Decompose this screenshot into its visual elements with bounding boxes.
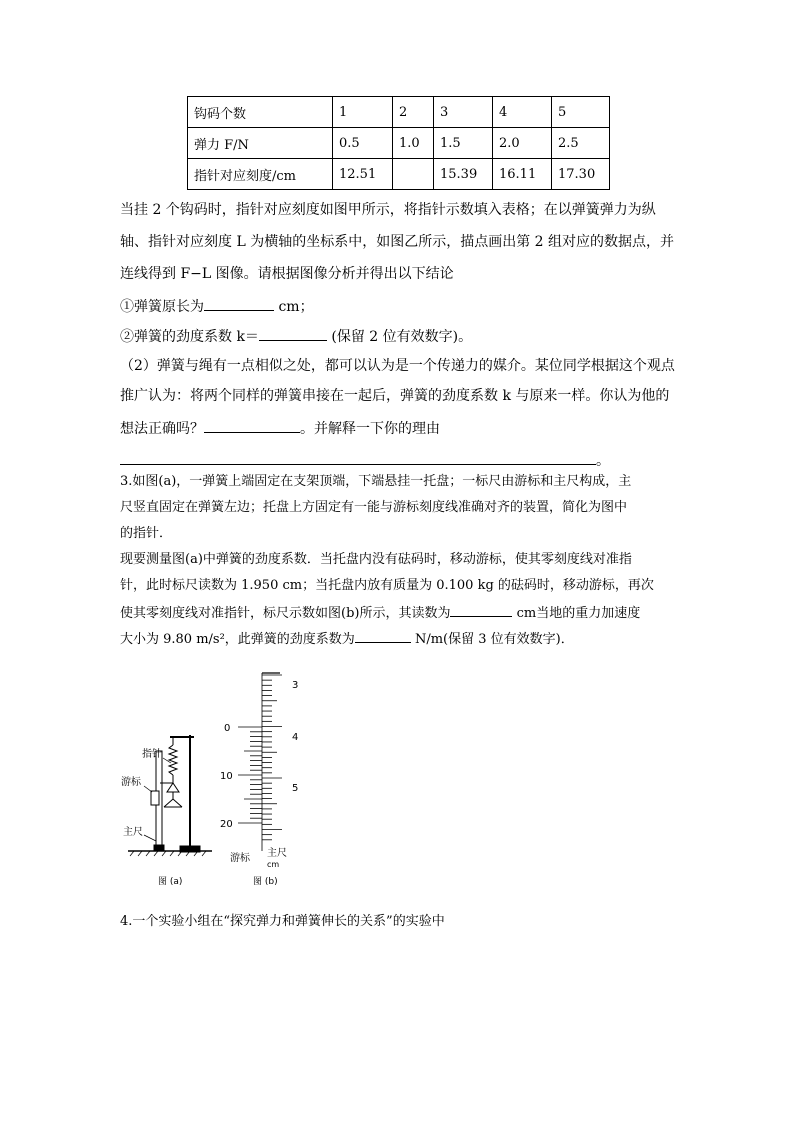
- table-row: [188, 97, 610, 128]
- answer-blank[interactable]: [204, 296, 274, 311]
- table-cell: 4: [493, 97, 552, 128]
- paragraph-line: 现要测量图(a)中弹簧的劲度系数．当托盘内没有砝码时，移动游标，使其零刻度线对准指: [120, 552, 632, 567]
- main-tick-label: 4: [292, 732, 299, 743]
- main-scale-name: 主尺: [267, 848, 287, 859]
- table-cell: 指针对应刻度/cm: [188, 159, 333, 190]
- table-cell: 2: [393, 97, 434, 128]
- caption-a: 图 (a): [158, 877, 183, 887]
- label-main-ruler: 主尺: [123, 827, 143, 838]
- question-line: [120, 296, 314, 317]
- question-text: 大小为 9.80 m/s²，此弹簧的劲度系数为: [120, 632, 355, 647]
- table-cell: 弹力 F/N: [188, 128, 333, 159]
- table-cell: 2.5: [552, 128, 610, 159]
- question-text: cm；: [274, 299, 314, 315]
- table-cell: 2.0: [493, 128, 552, 159]
- table-cell: 12.51: [333, 159, 393, 190]
- table-cell: 15.39: [434, 159, 493, 190]
- question-text: 使其零刻度线对准指针，标尺示数如图(b)所示，其读数为: [120, 606, 451, 621]
- table-cell: 3: [434, 97, 493, 128]
- table-row: [188, 159, 610, 190]
- vernier-tick-label: 0: [224, 723, 231, 734]
- question-text: ②弹簧的劲度系数 k＝: [120, 329, 259, 345]
- question-text: 想法正确吗？: [120, 421, 204, 437]
- table-cell: 17.30: [552, 159, 610, 190]
- paragraph-line: 针，此时标尺读数为 1.950 cm；当托盘内放有质量为 0.100 kg 的砝码时，移动游标，再次: [120, 578, 654, 593]
- main-scale-ticks: [262, 675, 282, 840]
- question-text: 。并解释一下你的理由: [300, 421, 440, 437]
- paragraph-line: 尺竖直固定在弹簧左边；托盘上方固定有一能与游标刻度线准确对齐的装置，简化为图中: [120, 500, 628, 515]
- answer-blank[interactable]: [204, 418, 300, 433]
- answer-blank[interactable]: [120, 450, 596, 465]
- table-cell: 0.5: [333, 128, 393, 159]
- question-text: N/m(保留 3 位有效数字)．: [410, 632, 574, 647]
- question-line: [120, 326, 472, 347]
- paragraph-line: 3.如图(a)，一弹簧上端固定在支架顶端，下端悬挂一托盘；一标尺由游标和主尺构成，主: [120, 474, 632, 489]
- main-tick-label: 3: [292, 680, 299, 691]
- figure-spring-vernier: [120, 665, 430, 895]
- paragraph-line: 轴、指针对应刻度 L 为横轴的坐标系中，如图乙所示，描点画出第 2 组对应的数据点，并: [120, 234, 675, 250]
- answer-blank[interactable]: [259, 326, 327, 341]
- label-vernier: 游标: [121, 777, 141, 788]
- table-cell: 1.5: [434, 128, 493, 159]
- table-cell-empty[interactable]: [393, 159, 434, 190]
- table-cell: 5: [552, 97, 610, 128]
- question-line: [120, 418, 440, 439]
- main-tick-label: 5: [292, 783, 299, 794]
- vernier-tick-label: 10: [220, 771, 233, 782]
- question-text: 。: [596, 453, 610, 469]
- question-text: ①弹簧原长为: [120, 299, 204, 315]
- question-line: [120, 450, 610, 471]
- vernier-tick-label: 20: [220, 819, 233, 830]
- table-row: [188, 128, 610, 159]
- vernier-scale: [238, 673, 282, 851]
- paragraph-line: 的指针．: [120, 526, 173, 541]
- question-line: [120, 602, 640, 624]
- table-cell: 1.0: [393, 128, 434, 159]
- caption-b: 图 (b): [253, 877, 278, 887]
- table-cell: 钩码个数: [188, 97, 333, 128]
- answer-blank[interactable]: [450, 602, 512, 617]
- paragraph-line: 推广认为：将两个同样的弹簧串接在一起后，弹簧的劲度系数 k 与原来一样。你认为他的: [120, 388, 670, 404]
- paragraph-line: 连线得到 F−L 图像。请根据图像分析并得出以下结论: [120, 266, 454, 282]
- question-line: [120, 628, 574, 650]
- paragraph-line: 4.一个实验小组在“探究弹力和弹簧伸长的关系”的实验中: [120, 914, 445, 929]
- vernier-scale-ticks: [238, 727, 262, 823]
- answer-blank[interactable]: [355, 628, 411, 643]
- paragraph-line: （2）弹簧与绳有一点相似之处，都可以认为是一个传递力的媒介。某位同学根据这个观点: [120, 358, 675, 374]
- main-scale-unit: cm: [267, 860, 280, 869]
- label-pointer: 指针: [142, 749, 162, 760]
- table-cell: 16.11: [493, 159, 552, 190]
- paragraph-line: 当挂 2 个钩码时，指针对应刻度如图甲所示，将指针示数填入表格；在以弹簧弹力为纵: [120, 202, 656, 218]
- data-table: [187, 96, 610, 190]
- vernier-name: 游标: [230, 853, 250, 864]
- question-text: (保留 2 位有效数字)。: [326, 329, 473, 345]
- question-text: cm当地的重力加速度: [512, 606, 641, 621]
- table-cell: 1: [333, 97, 393, 128]
